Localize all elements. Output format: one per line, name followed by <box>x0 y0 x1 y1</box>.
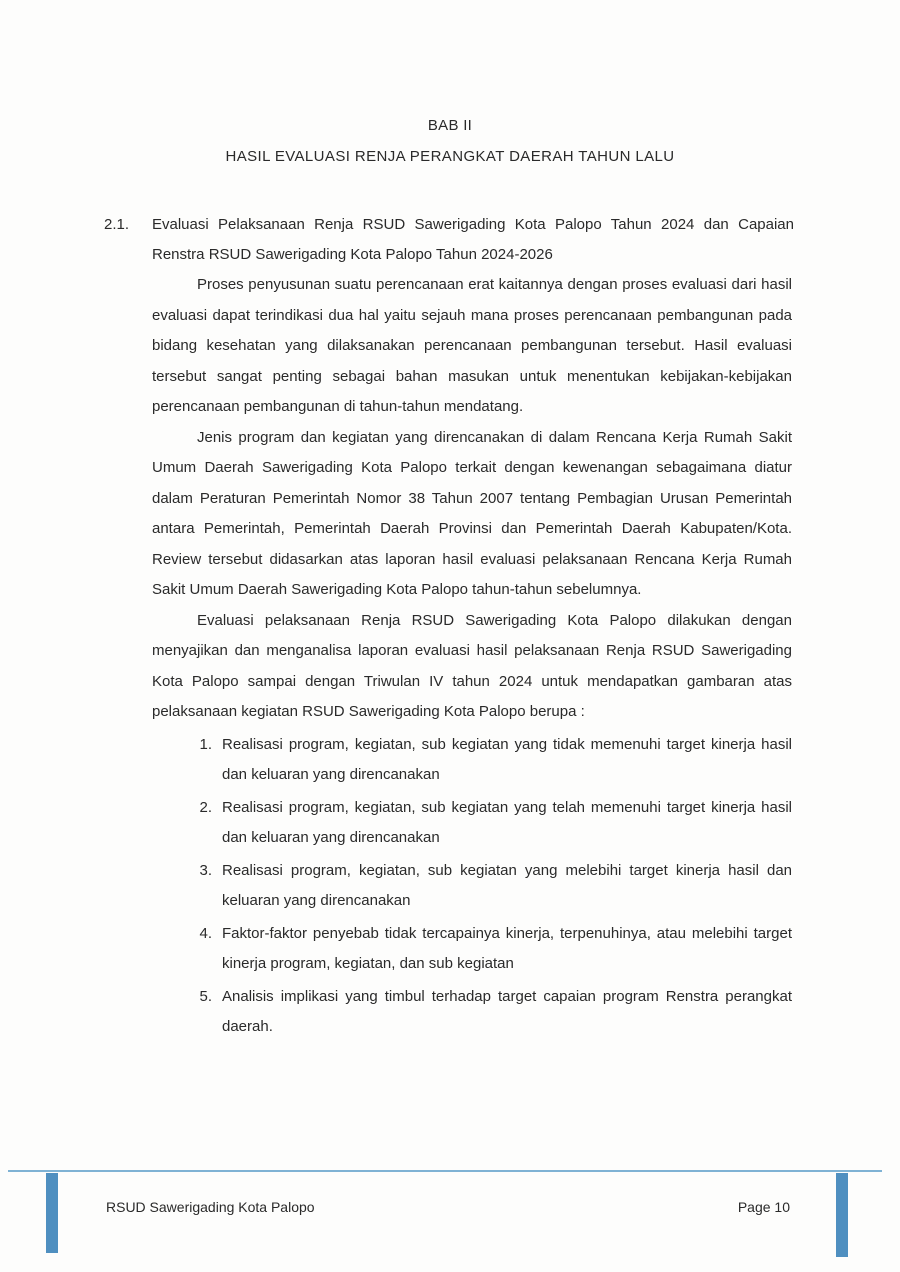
body-text <box>152 270 792 1045</box>
list-item <box>152 919 792 980</box>
paragraph-1: Proses penyusunan suatu perencanaan erat kaitannya dengan proses evaluasi dari hasil evaluasi dapat terindikasi dua hal yaitu sejauh mana proses perencanaan pembangunan pada bidang kesehatan yang dilaksanakan perencanaan pembangunan tersebut. Hasil evaluasi tersebut sangat penting sebagai bahan masukan untuk menentukan kebijakan-kebijakan perencanaan pembangunan di tahun-tahun mendatang. <box>152 276 792 415</box>
evaluation-list <box>152 730 792 1043</box>
list-item <box>152 982 792 1043</box>
list-item <box>152 793 792 854</box>
section-title: Evaluasi Pelaksanaan Renja RSUD Sawerigading Kota Palopo Tahun 2024 dan Capaian Renstra RSUD Sawerigading Kota Palopo Tahun 2024-2026 <box>152 216 794 263</box>
paragraph-2: Jenis program dan kegiatan yang direncanakan di dalam Rencana Kerja Rumah Sakit Umum Daerah Sawerigading Kota Palopo terkait dengan kewenangan sebagaimana diatur dalam Peraturan Pemerintah Nomor 38 Tahun 2007 tentang Pembagian Urusan Pemerintah antara Pemerintah, Pemerintah Daerah Provinsi dan Pemerintah Daerah Kabupaten/Kota. Review tersebut didasarkan atas laporan hasil evaluasi pelaksanaan Rencana Kerja Rumah Sakit Umum Daerah Sawerigading Kota Palopo tahun-tahun sebelumnya. <box>152 428 792 598</box>
footer-right-accent-bar <box>836 1173 848 1257</box>
footer-left-accent-bar <box>46 1173 58 1253</box>
list-item-text: Analisis implikasi yang timbul terhadap target capaian program Renstra perangkat daerah. <box>222 987 792 1035</box>
section-heading-block <box>104 210 794 270</box>
chapter-label: BAB II <box>427 117 473 134</box>
list-item-number: 3. <box>199 861 212 879</box>
list-item <box>152 856 792 917</box>
list-item-text: Faktor-faktor penyebab tidak tercapainya kinerja, terpenuhinya, atau melebihi target kinerja program, kegiatan, dan sub kegiatan <box>222 924 792 972</box>
list-item-text: Realisasi program, kegiatan, sub kegiatan yang telah memenuhi target kinerja hasil dan keluaran yang direncanakan <box>222 798 792 846</box>
list-item-number: 5. <box>199 987 212 1005</box>
list-item-text: Realisasi program, kegiatan, sub kegiatan yang tidak memenuhi target kinerja hasil dan keluaran yang direncanakan <box>222 735 792 783</box>
list-item <box>152 730 792 791</box>
footer-institution: RSUD Sawerigading Kota Palopo <box>106 1199 315 1215</box>
list-item-number: 4. <box>199 924 212 942</box>
list-item-number: 1. <box>199 735 212 753</box>
paragraph-3: Evaluasi pelaksanaan Renja RSUD Sawerigading Kota Palopo dilakukan dengan menyajikan dan menganalisa laporan evaluasi hasil pelaksanaan Renja RSUD Sawerigading Kota Palopo sampai dengan Triwulan IV tahun 2024 untuk mendapatkan gambaran atas pelaksanaan kegiatan RSUD Sawerigading Kota Palopo berupa : <box>152 611 792 720</box>
chapter-title: HASIL EVALUASI RENJA PERANGKAT DAERAH TAHUN LALU <box>225 148 675 165</box>
footer-page-number: Page 10 <box>737 1199 790 1215</box>
section-heading <box>104 210 794 270</box>
list-item-number: 2. <box>199 798 212 816</box>
list-item-text: Realisasi program, kegiatan, sub kegiatan yang melebihi target kinerja hasil dan keluaran yang direncanakan <box>222 861 792 909</box>
footer-divider <box>8 1170 882 1172</box>
section-number: 2.1. <box>104 216 130 233</box>
